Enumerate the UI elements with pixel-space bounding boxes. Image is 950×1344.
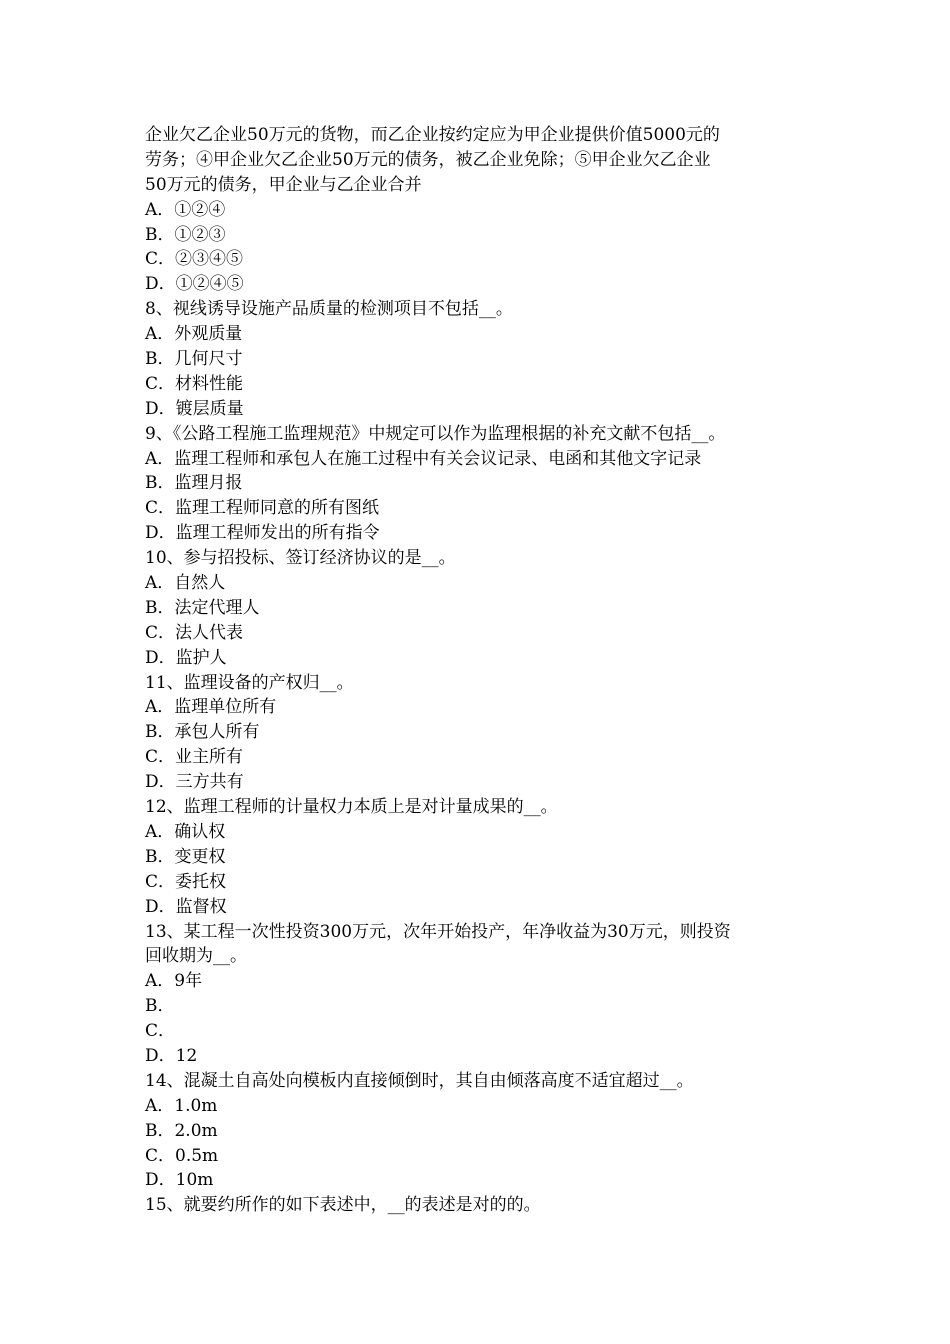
option-d: D．监护人 [145,647,227,668]
option-a: A．1.0m [145,1095,218,1116]
option-d: D．监督权 [145,896,227,917]
option-b: B．几何尺寸 [145,349,243,370]
question-stem: 11、监理设备的产权归__。 [145,672,354,693]
intro-line: 劳务；④甲企业欠乙企业50万元的债务，被乙企业免除；⑤甲企业欠乙企业 [145,149,711,170]
option-c: C．委托权 [145,871,227,892]
question-12 [145,795,810,919]
option-a: A．确认权 [145,821,226,842]
question-stem: 14、混凝土自高处向模板内直接倾倒时，其自由倾落高度不适宜超过__。 [145,1070,694,1091]
option-c: C．材料性能 [145,373,244,394]
option-d: D．监理工程师发出的所有指令 [145,523,380,544]
question-stem: 15、就要约所作的如下表述中，__的表述是对的的。 [145,1195,541,1216]
option-c: C．监理工程师同意的所有图纸 [145,498,380,519]
option-c: C． [145,1021,176,1042]
option-c: C．②③④⑤ [145,249,244,270]
question-stem-continued: 回收期为__。 [145,946,247,967]
option-b: B．承包人所有 [145,722,260,743]
option-b: B．法定代理人 [145,597,260,618]
option-d: D．10m [145,1170,214,1191]
option-d: D．镀层质量 [145,398,244,419]
option-c: C．法人代表 [145,622,244,643]
question-9 [145,422,810,546]
intro-line: 50万元的债务，甲企业与乙企业合并 [145,174,422,195]
question-15 [145,1193,810,1218]
option-d: D．①②④⑤ [145,274,244,295]
question-stem: 10、参与招投标、签订经济协议的是__。 [145,548,456,569]
document-page [145,123,810,1218]
option-b: B．变更权 [145,846,226,867]
option-a: A．监理工程师和承包人在施工过程中有关会议记录、电函和其他文字记录 [145,448,702,469]
option-c: C．0.5m [145,1145,219,1166]
question-stem: 13、某工程一次性投资300万元，次年开始投产，年净收益为30万元，则投资 [145,921,731,942]
option-b: B． [145,996,175,1017]
question-10 [145,546,810,670]
option-d: D．12 [145,1045,198,1066]
option-c: C．业主所有 [145,747,244,768]
question-stem: 8、视线诱导设施产品质量的检测项目不包括__。 [145,299,513,320]
question-14 [145,1069,810,1193]
question-8 [145,297,810,421]
intro-paragraph [145,123,810,198]
option-a: A．自然人 [145,573,226,594]
option-b: B．监理月报 [145,473,243,494]
question-stem: 9、《公路工程施工监理规范》中规定可以作为监理根据的补充文献不包括__。 [145,423,726,444]
option-a: A．9年 [145,971,203,992]
question-13 [145,920,810,1069]
option-a: A．外观质量 [145,324,243,345]
question-stem: 12、监理工程师的计量权力本质上是对计量成果的__。 [145,797,558,818]
option-a: A．①②④ [145,199,226,220]
option-a: A．监理单位所有 [145,697,277,718]
question-11 [145,671,810,795]
option-b: B．2.0m [145,1120,218,1141]
option-b: B．①②③ [145,224,226,245]
option-d: D．三方共有 [145,772,244,793]
intro-options [145,198,810,298]
intro-line: 企业欠乙企业50万元的货物，而乙企业按约定应为甲企业提供价值5000元的 [145,125,720,145]
